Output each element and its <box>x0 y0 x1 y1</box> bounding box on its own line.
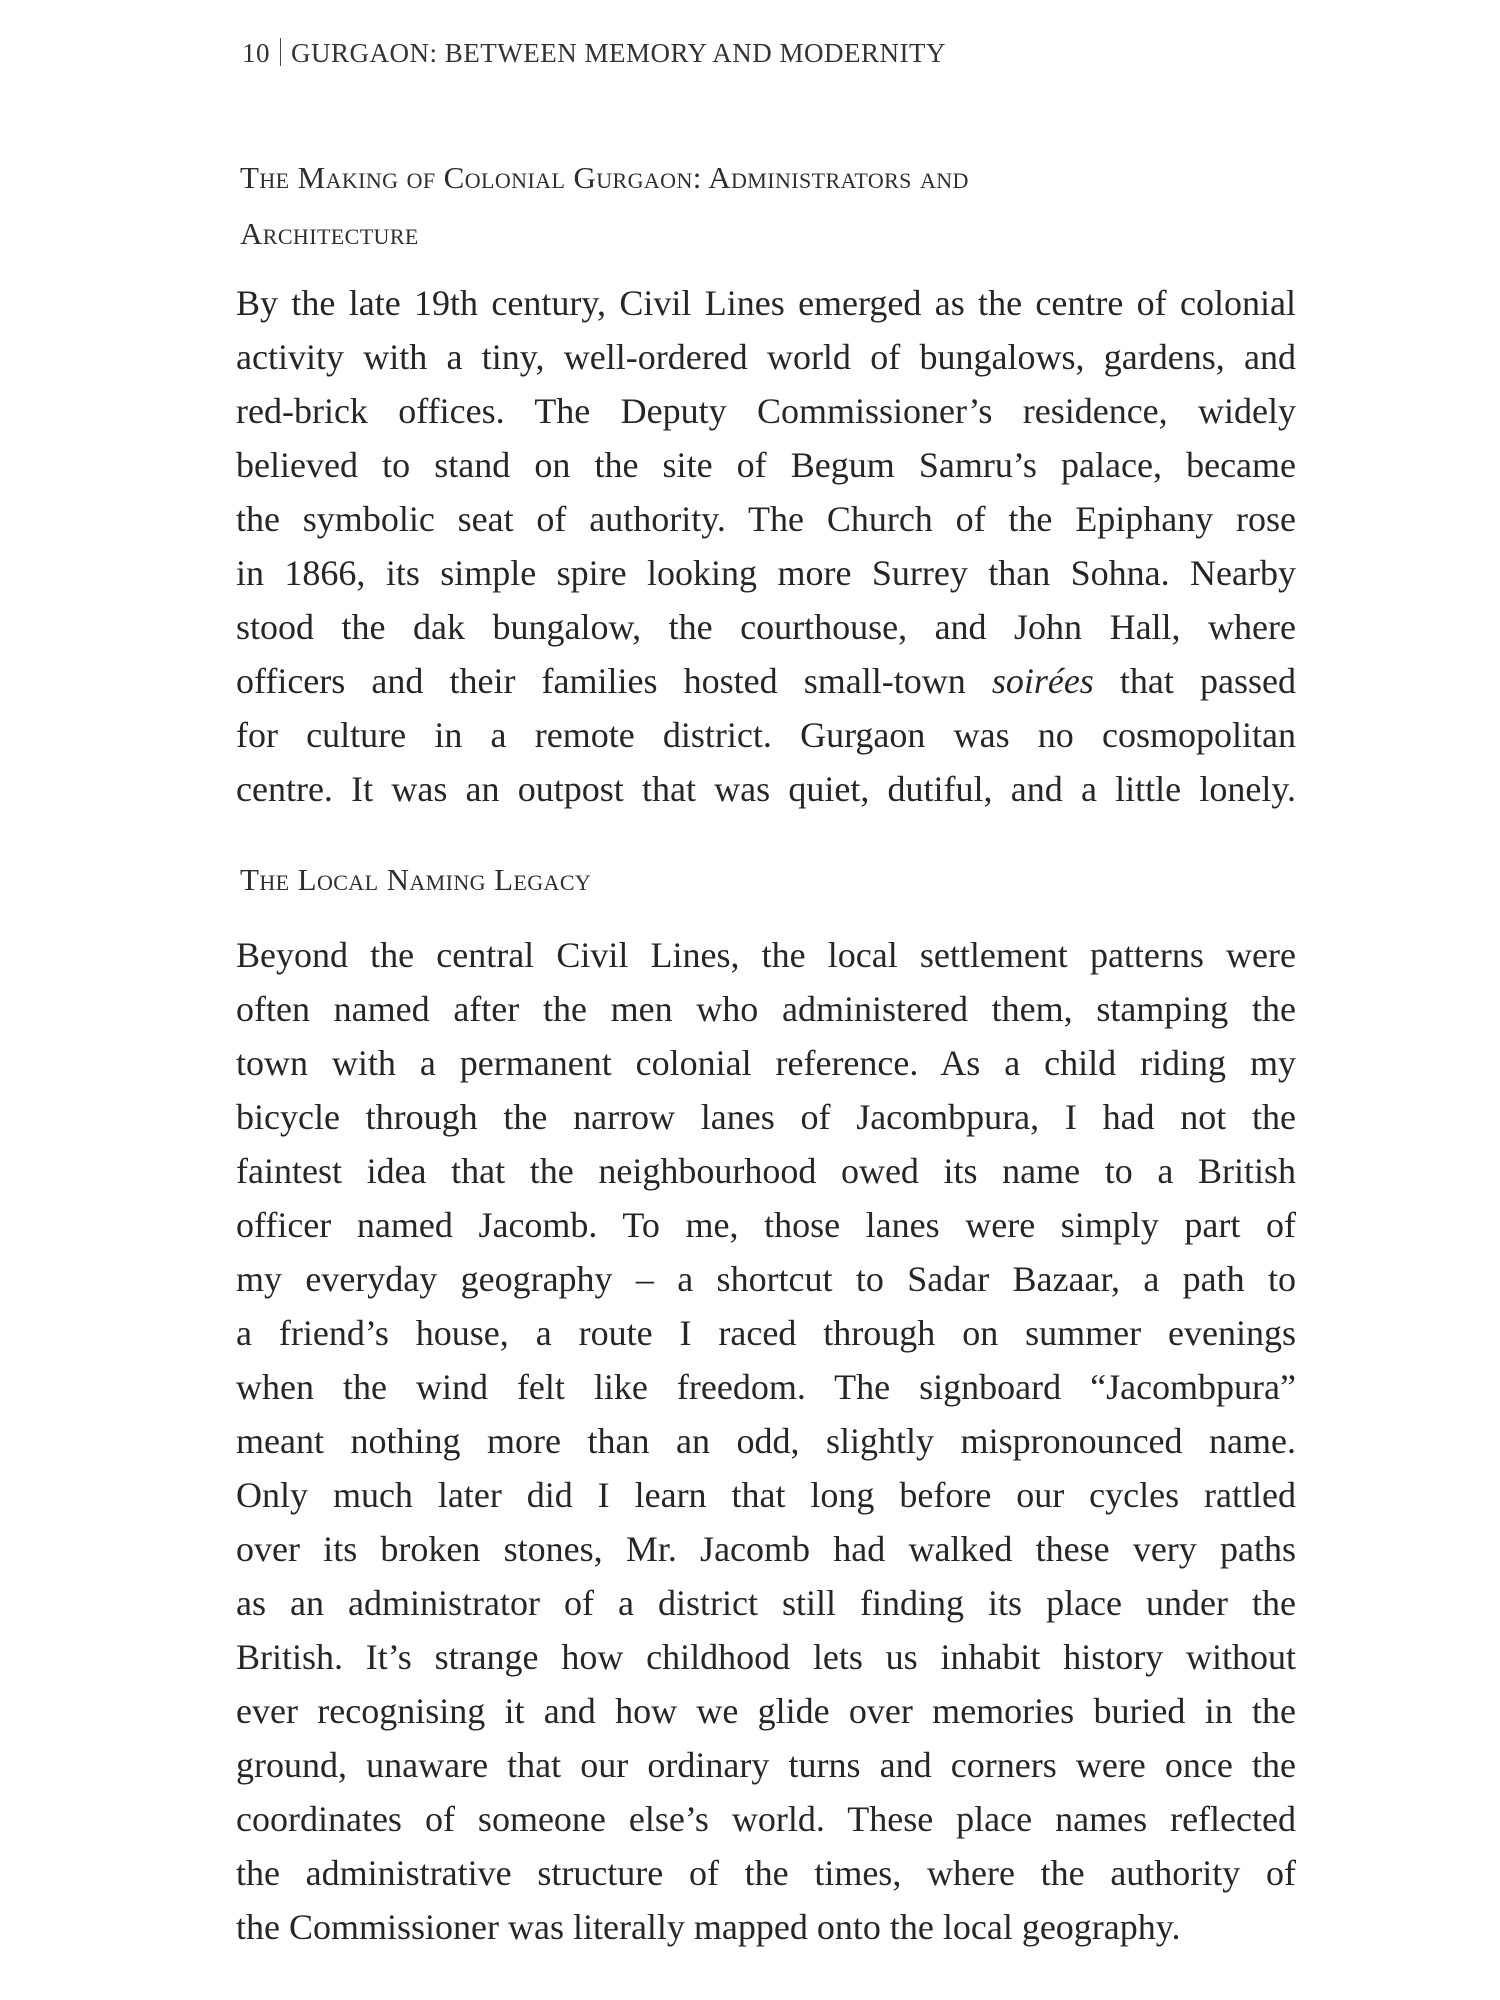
text-line: faintest idea that the neighbourhood owed its name to a British <box>236 1151 1296 1191</box>
text-run: that passed <box>1093 661 1296 701</box>
text-line: the Commissioner was literally mapped onto the local geography. <box>236 1907 1181 1947</box>
text-line: Beyond the central Civil Lines, the local settlement patterns were <box>236 935 1296 975</box>
running-title: GURGAON: BETWEEN MEMORY AND MODERNITY <box>291 38 946 68</box>
heading-line: Architecture <box>240 216 419 251</box>
text-line: stood the dak bungalow, the courthouse, and John Hall, where <box>236 607 1296 647</box>
text-line: ground, unaware that our ordinary turns and corners were once the <box>236 1745 1296 1785</box>
text-line: in 1866, its simple spire looking more Surrey than Sohna. Nearby <box>236 553 1296 593</box>
header-separator <box>280 38 281 66</box>
text-line: bicycle through the narrow lanes of Jacombpura, I had not the <box>236 1097 1296 1137</box>
text-line: often named after the men who administered them, stamping the <box>236 989 1296 1029</box>
text-run: officers and their families hosted small-town <box>236 661 992 701</box>
text-line: By the late 19th century, Civil Lines emerged as the centre of colonial <box>236 283 1296 323</box>
italic-word-soirees: soirées <box>991 661 1094 701</box>
page-number: 10 <box>242 38 270 68</box>
section-heading-local-naming-legacy <box>240 852 1290 908</box>
text-line: British. It’s strange how childhood lets us inhabit history without <box>236 1637 1296 1677</box>
section-heading-colonial-gurgaon <box>240 150 1290 262</box>
text-line: town with a permanent colonial reference. As a child riding my <box>236 1043 1296 1083</box>
text-line: the administrative structure of the times, where the authority of <box>236 1853 1296 1893</box>
text-line: red-brick offices. The Deputy Commissioner’s residence, widely <box>236 391 1296 431</box>
text-line-with-italic <box>236 654 1296 708</box>
text-line: as an administrator of a district still finding its place under the <box>236 1583 1296 1623</box>
heading-line: The Making of Colonial Gurgaon: Administrators and <box>240 160 969 195</box>
text-line: for culture in a remote district. Gurgaon was no cosmopolitan <box>236 715 1296 755</box>
running-header <box>242 38 946 69</box>
text-line: ever recognising it and how we glide over memories buried in the <box>236 1691 1296 1731</box>
text-line: Only much later did I learn that long before our cycles rattled <box>236 1475 1296 1515</box>
text-line: coordinates of someone else’s world. These place names reflected <box>236 1799 1296 1839</box>
text-line: believed to stand on the site of Begum Samru’s palace, became <box>236 445 1296 485</box>
text-line: when the wind felt like freedom. The signboard “Jacombpura” <box>236 1367 1296 1407</box>
text-line: centre. It was an outpost that was quiet, dutiful, and a little lonely. <box>236 769 1296 809</box>
paragraph-colonial-gurgaon <box>236 276 1296 816</box>
text-line: activity with a tiny, well-ordered world of bungalows, gardens, and <box>236 337 1296 377</box>
text-line: a friend’s house, a route I raced through on summer evenings <box>236 1313 1296 1353</box>
heading-line: The Local Naming Legacy <box>240 862 592 897</box>
text-line: over its broken stones, Mr. Jacomb had walked these very paths <box>236 1529 1296 1569</box>
paragraph-local-naming-legacy <box>236 928 1296 1954</box>
text-line: my everyday geography – a shortcut to Sadar Bazaar, a path to <box>236 1259 1296 1299</box>
text-line: meant nothing more than an odd, slightly mispronounced name. <box>236 1421 1296 1461</box>
text-line: officer named Jacomb. To me, those lanes were simply part of <box>236 1205 1296 1245</box>
text-line: the symbolic seat of authority. The Church of the Epiphany rose <box>236 499 1296 539</box>
